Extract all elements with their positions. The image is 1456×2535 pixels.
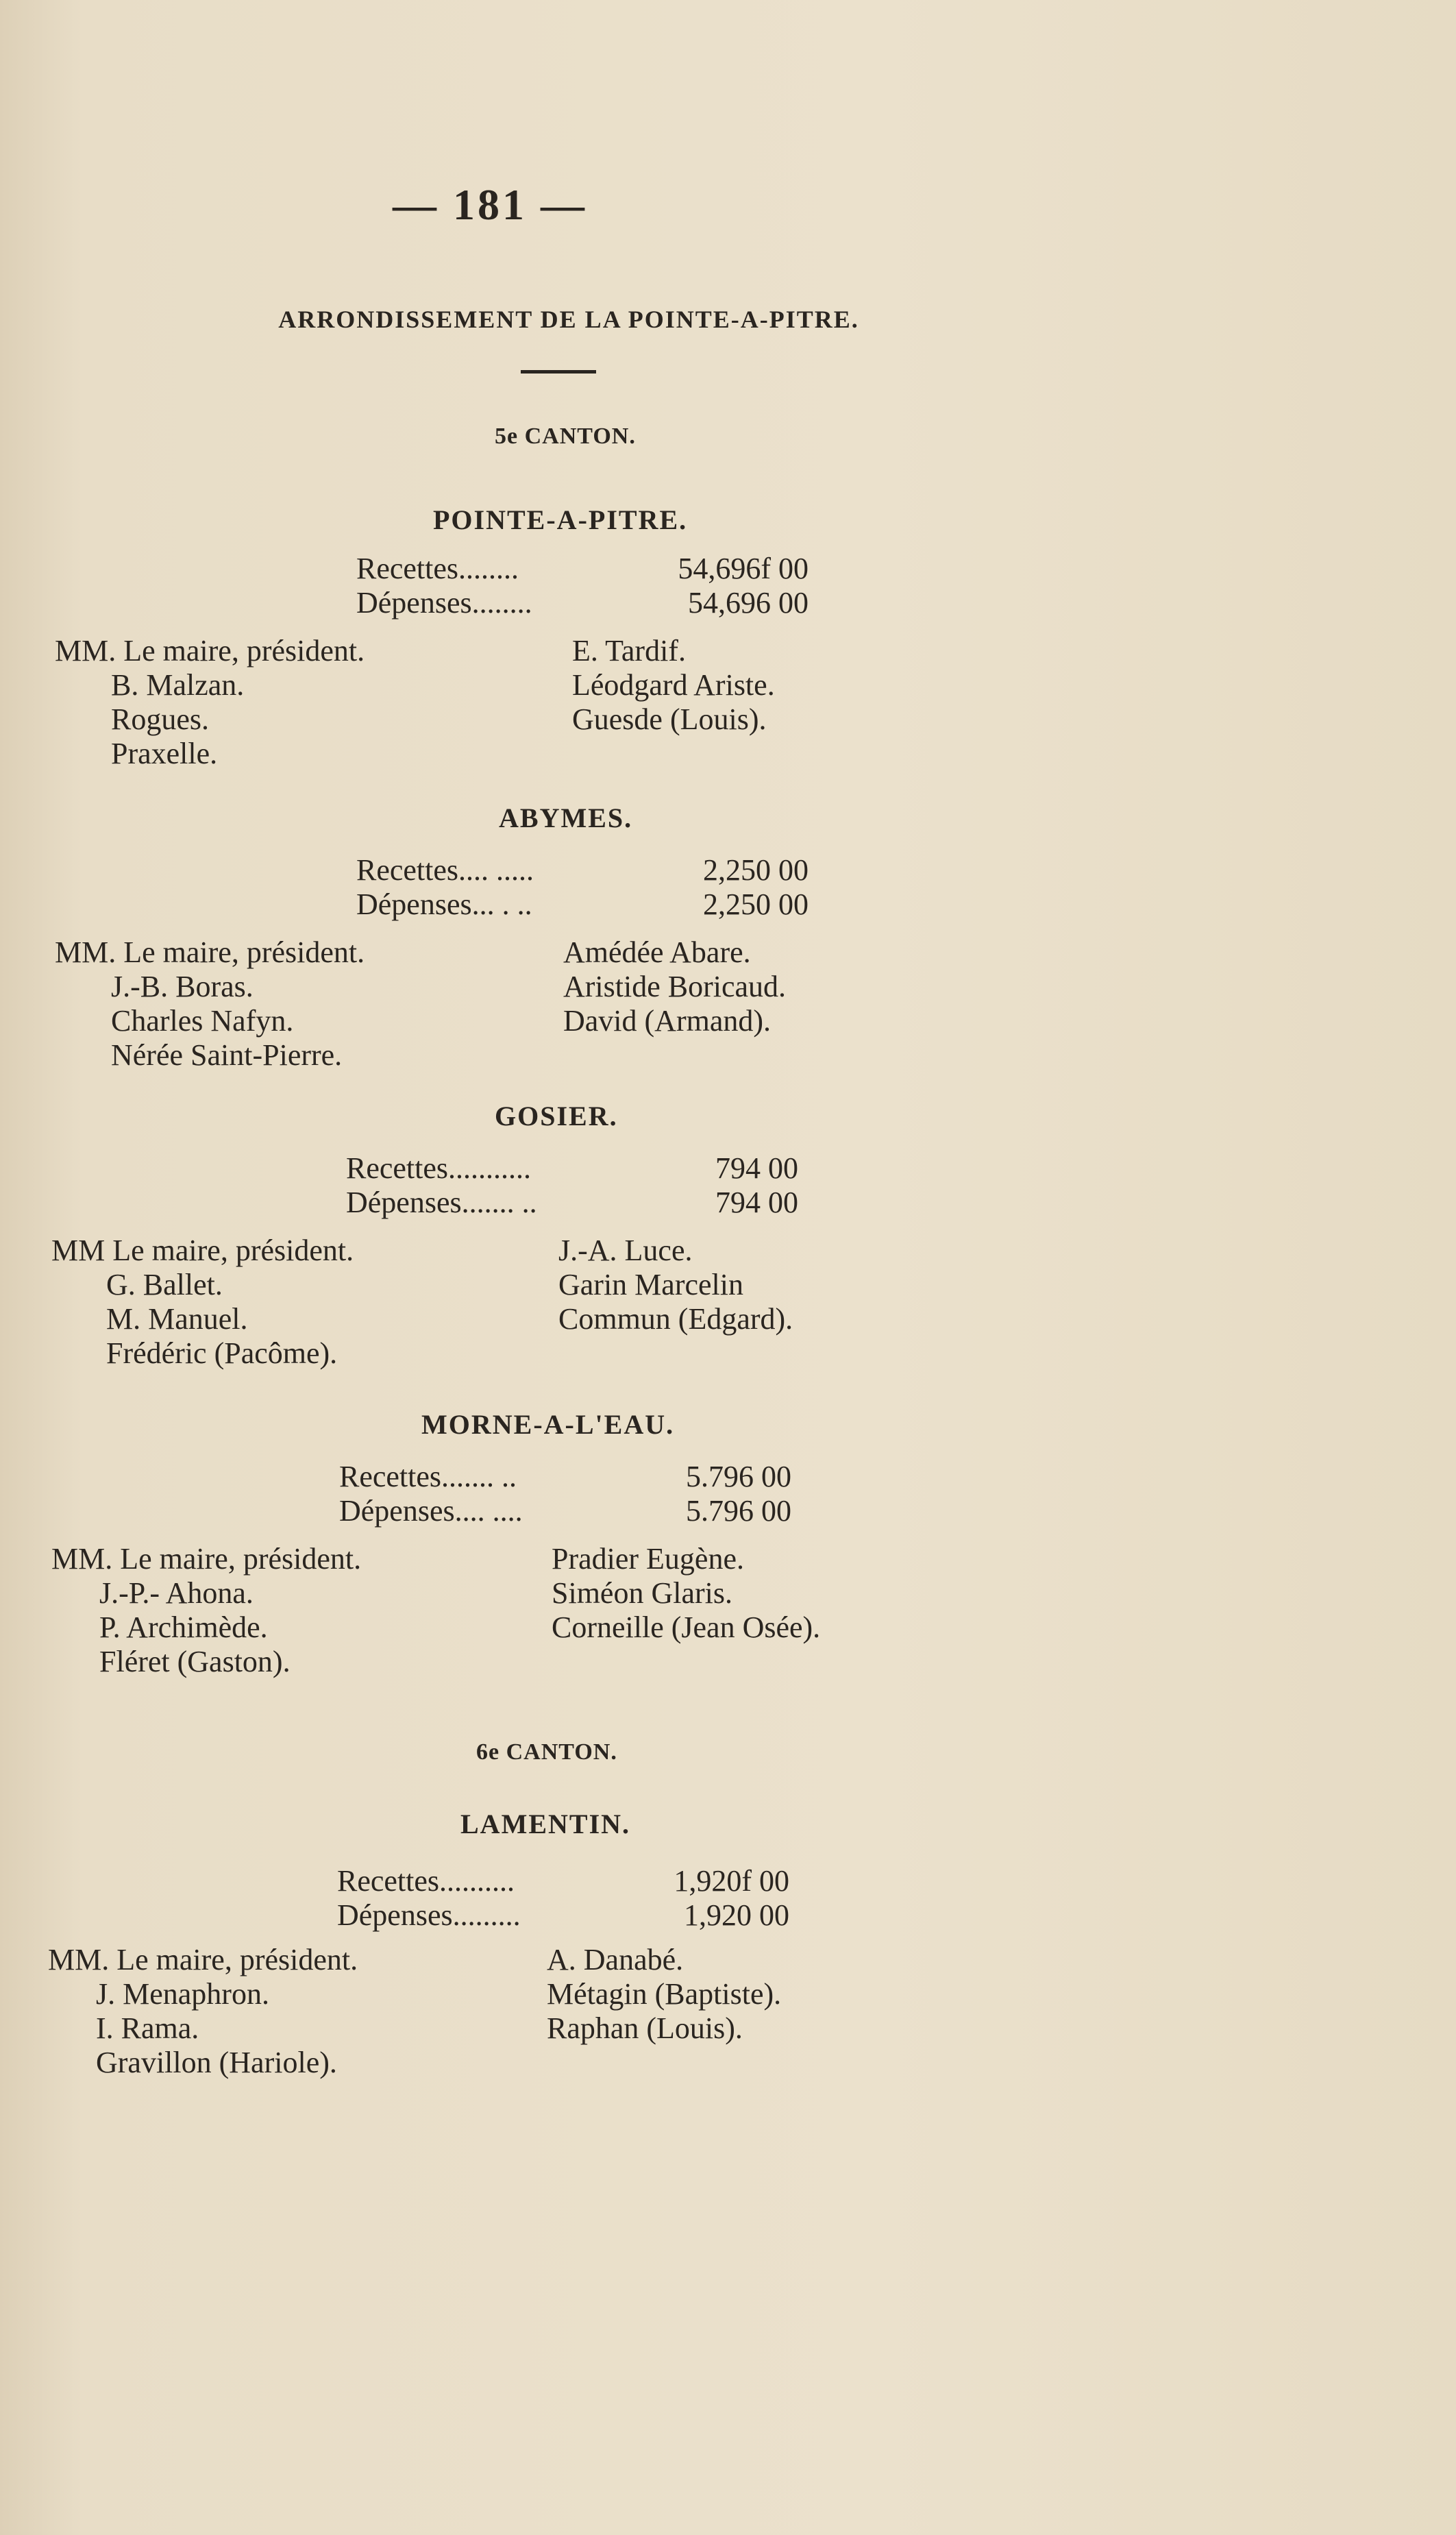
member: J.-A. Luce. [558,1234,693,1267]
recettes-value: 5.796 00 [686,1460,791,1493]
member: I. Rama. [96,2011,199,2045]
member: David (Armand). [563,1004,772,1038]
members-right [563,935,786,1038]
member: Raphan (Louis). [547,2011,743,2045]
members-left [55,634,365,771]
member: Aristide Boricaud. [563,970,787,1003]
commune-name: ABYMES. [499,803,633,833]
member: G. Ballet. [106,1268,223,1301]
member: E. Tardif. [572,634,686,668]
finance-block [356,853,809,922]
canton-5-heading: 5e CANTON. [495,424,636,449]
arrondissement-heading: ARRONDISSEMENT DE LA POINTE-A-PITRE. [278,306,859,333]
recettes-value: 1,920f 00 [674,1864,789,1898]
members-left [51,1234,354,1371]
member: P. Archimède. [99,1611,268,1644]
member: MM. Le maire, président. [51,1542,362,1576]
page-number: — 181 — [393,180,587,229]
member: Praxelle. [111,737,218,770]
commune-name: MORNE-A-L'EAU. [421,1409,675,1440]
member: Corneille (Jean Osée). [552,1611,821,1644]
recettes-label: Recettes.......... [337,1864,515,1898]
depenses-value: 794 00 [715,1186,798,1219]
member: Charles Nafyn. [111,1004,294,1038]
depenses-value: 1,920 00 [684,1898,789,1932]
member: MM. Le maire, président. [48,1943,358,1976]
recettes-label: Recettes.... ..... [356,853,534,887]
commune-name: GOSIER. [495,1101,618,1131]
commune-name: LAMENTIN. [460,1809,631,1839]
depenses-label: Dépenses.... .... [339,1494,523,1528]
member: Nérée Saint-Pierre. [111,1038,343,1072]
member: Amédée Abare. [563,935,751,969]
finance-block [339,1460,791,1528]
member: A. Danabé. [547,1943,684,1976]
finance-block [337,1864,789,1933]
member: Garin Marcelin [558,1268,743,1301]
member: J.-B. Boras. [111,970,254,1003]
member: Léodgard Ariste. [572,668,775,702]
member: Gravillon (Hariole). [96,2046,337,2079]
depenses-label: Dépenses........ [356,586,532,620]
recettes-label: Recettes........ [356,552,519,585]
recettes-value: 54,696f 00 [678,552,809,585]
depenses-label: Dépenses......... [337,1898,521,1932]
members-left [55,935,365,1073]
member: Fléret (Gaston). [99,1645,291,1678]
member: Rogues. [111,702,209,736]
members-right [547,1943,781,2046]
member: Guesde (Louis). [572,702,767,736]
member: MM. Le maire, président. [55,634,365,668]
member: Frédéric (Pacôme). [106,1336,338,1370]
member: J.-P.- Ahona. [99,1576,254,1610]
member: Métagin (Baptiste). [547,1977,782,2011]
depenses-value: 5.796 00 [686,1494,791,1528]
member: MM. Le maire, président. [55,935,365,969]
finance-block [346,1151,798,1220]
recettes-label: Recettes....... .. [339,1460,517,1493]
members-right [552,1542,820,1645]
member: B. Malzan. [111,668,245,702]
finance-block [356,552,809,620]
depenses-value: 2,250 00 [703,887,809,921]
member: J. Menaphron. [96,1977,269,2011]
member: MM Le maire, président. [51,1234,354,1267]
divider [521,370,596,373]
member: Pradier Eugène. [552,1542,744,1576]
recettes-value: 2,250 00 [703,853,809,887]
depenses-label: Dépenses....... .. [346,1186,537,1219]
members-right [558,1234,793,1336]
member: Siméon Glaris. [552,1576,732,1610]
recettes-value: 794 00 [715,1151,798,1185]
members-left [51,1542,361,1679]
member: M. Manuel. [106,1302,248,1336]
depenses-value: 54,696 00 [688,586,809,620]
members-left [48,1943,358,2080]
depenses-label: Dépenses... . .. [356,887,532,921]
members-right [572,634,775,737]
canton-6-heading: 6e CANTON. [476,1739,617,1765]
member: Commun (Edgard). [558,1302,793,1336]
recettes-label: Recettes........... [346,1151,532,1185]
commune-name: POINTE-A-PITRE. [433,504,688,535]
